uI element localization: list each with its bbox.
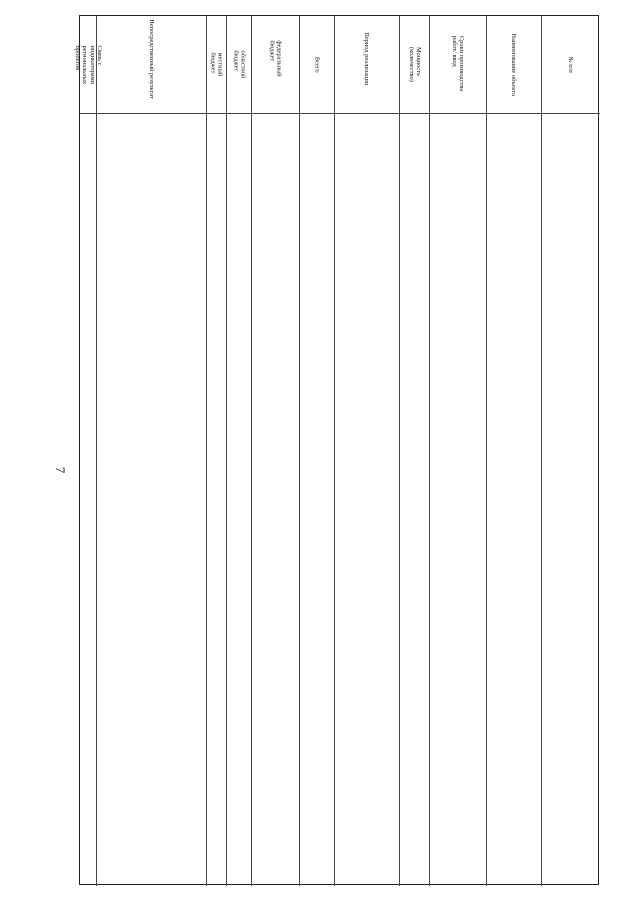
column-header-result-cell bbox=[96, 16, 206, 113]
column-header-timing: Сроки производства работ/ ввод bbox=[450, 36, 465, 92]
column-header-name-cell bbox=[486, 16, 541, 113]
column-header-period-cell bbox=[334, 16, 399, 113]
column-header-regional: областной бюджет bbox=[231, 50, 246, 79]
table-column-line bbox=[399, 16, 400, 886]
column-header-total-cell bbox=[299, 16, 334, 113]
table-column-line bbox=[206, 16, 207, 886]
column-header-local: местный бюджет bbox=[209, 52, 224, 77]
column-header-num-cell bbox=[541, 16, 600, 113]
column-header-capacity-cell bbox=[399, 16, 429, 113]
column-header-total: Всего bbox=[313, 56, 321, 73]
table-column-line bbox=[299, 16, 300, 886]
column-header-federal: федеральный бюджет bbox=[268, 40, 283, 77]
page-number: 7 bbox=[53, 466, 68, 474]
column-header-regional-cell bbox=[226, 16, 251, 113]
financing-table bbox=[73, 15, 599, 885]
column-header-timing-cell bbox=[429, 16, 486, 113]
table-column-line bbox=[96, 16, 97, 886]
column-header-link: Связь с индикаторами региональных проектов bbox=[73, 45, 103, 84]
table-column-line bbox=[334, 16, 335, 886]
column-header-result: Непосредственный результат bbox=[147, 19, 155, 99]
column-header-name: Наименование объекта bbox=[510, 33, 518, 96]
table-column-line bbox=[429, 16, 430, 886]
table-column-line bbox=[486, 16, 487, 886]
table-column-line bbox=[226, 16, 227, 886]
table-column-line bbox=[541, 16, 542, 886]
table-column-line bbox=[251, 16, 252, 886]
column-header-capacity: Мощность (количество) bbox=[407, 47, 422, 82]
column-header-local-cell bbox=[206, 16, 226, 113]
column-header-period: Период реализации bbox=[363, 32, 371, 86]
table-row-line bbox=[80, 113, 600, 114]
column-header-federal-cell bbox=[251, 16, 299, 113]
column-header-link-cell bbox=[73, 16, 103, 113]
column-header-num: № п/п bbox=[567, 56, 575, 73]
